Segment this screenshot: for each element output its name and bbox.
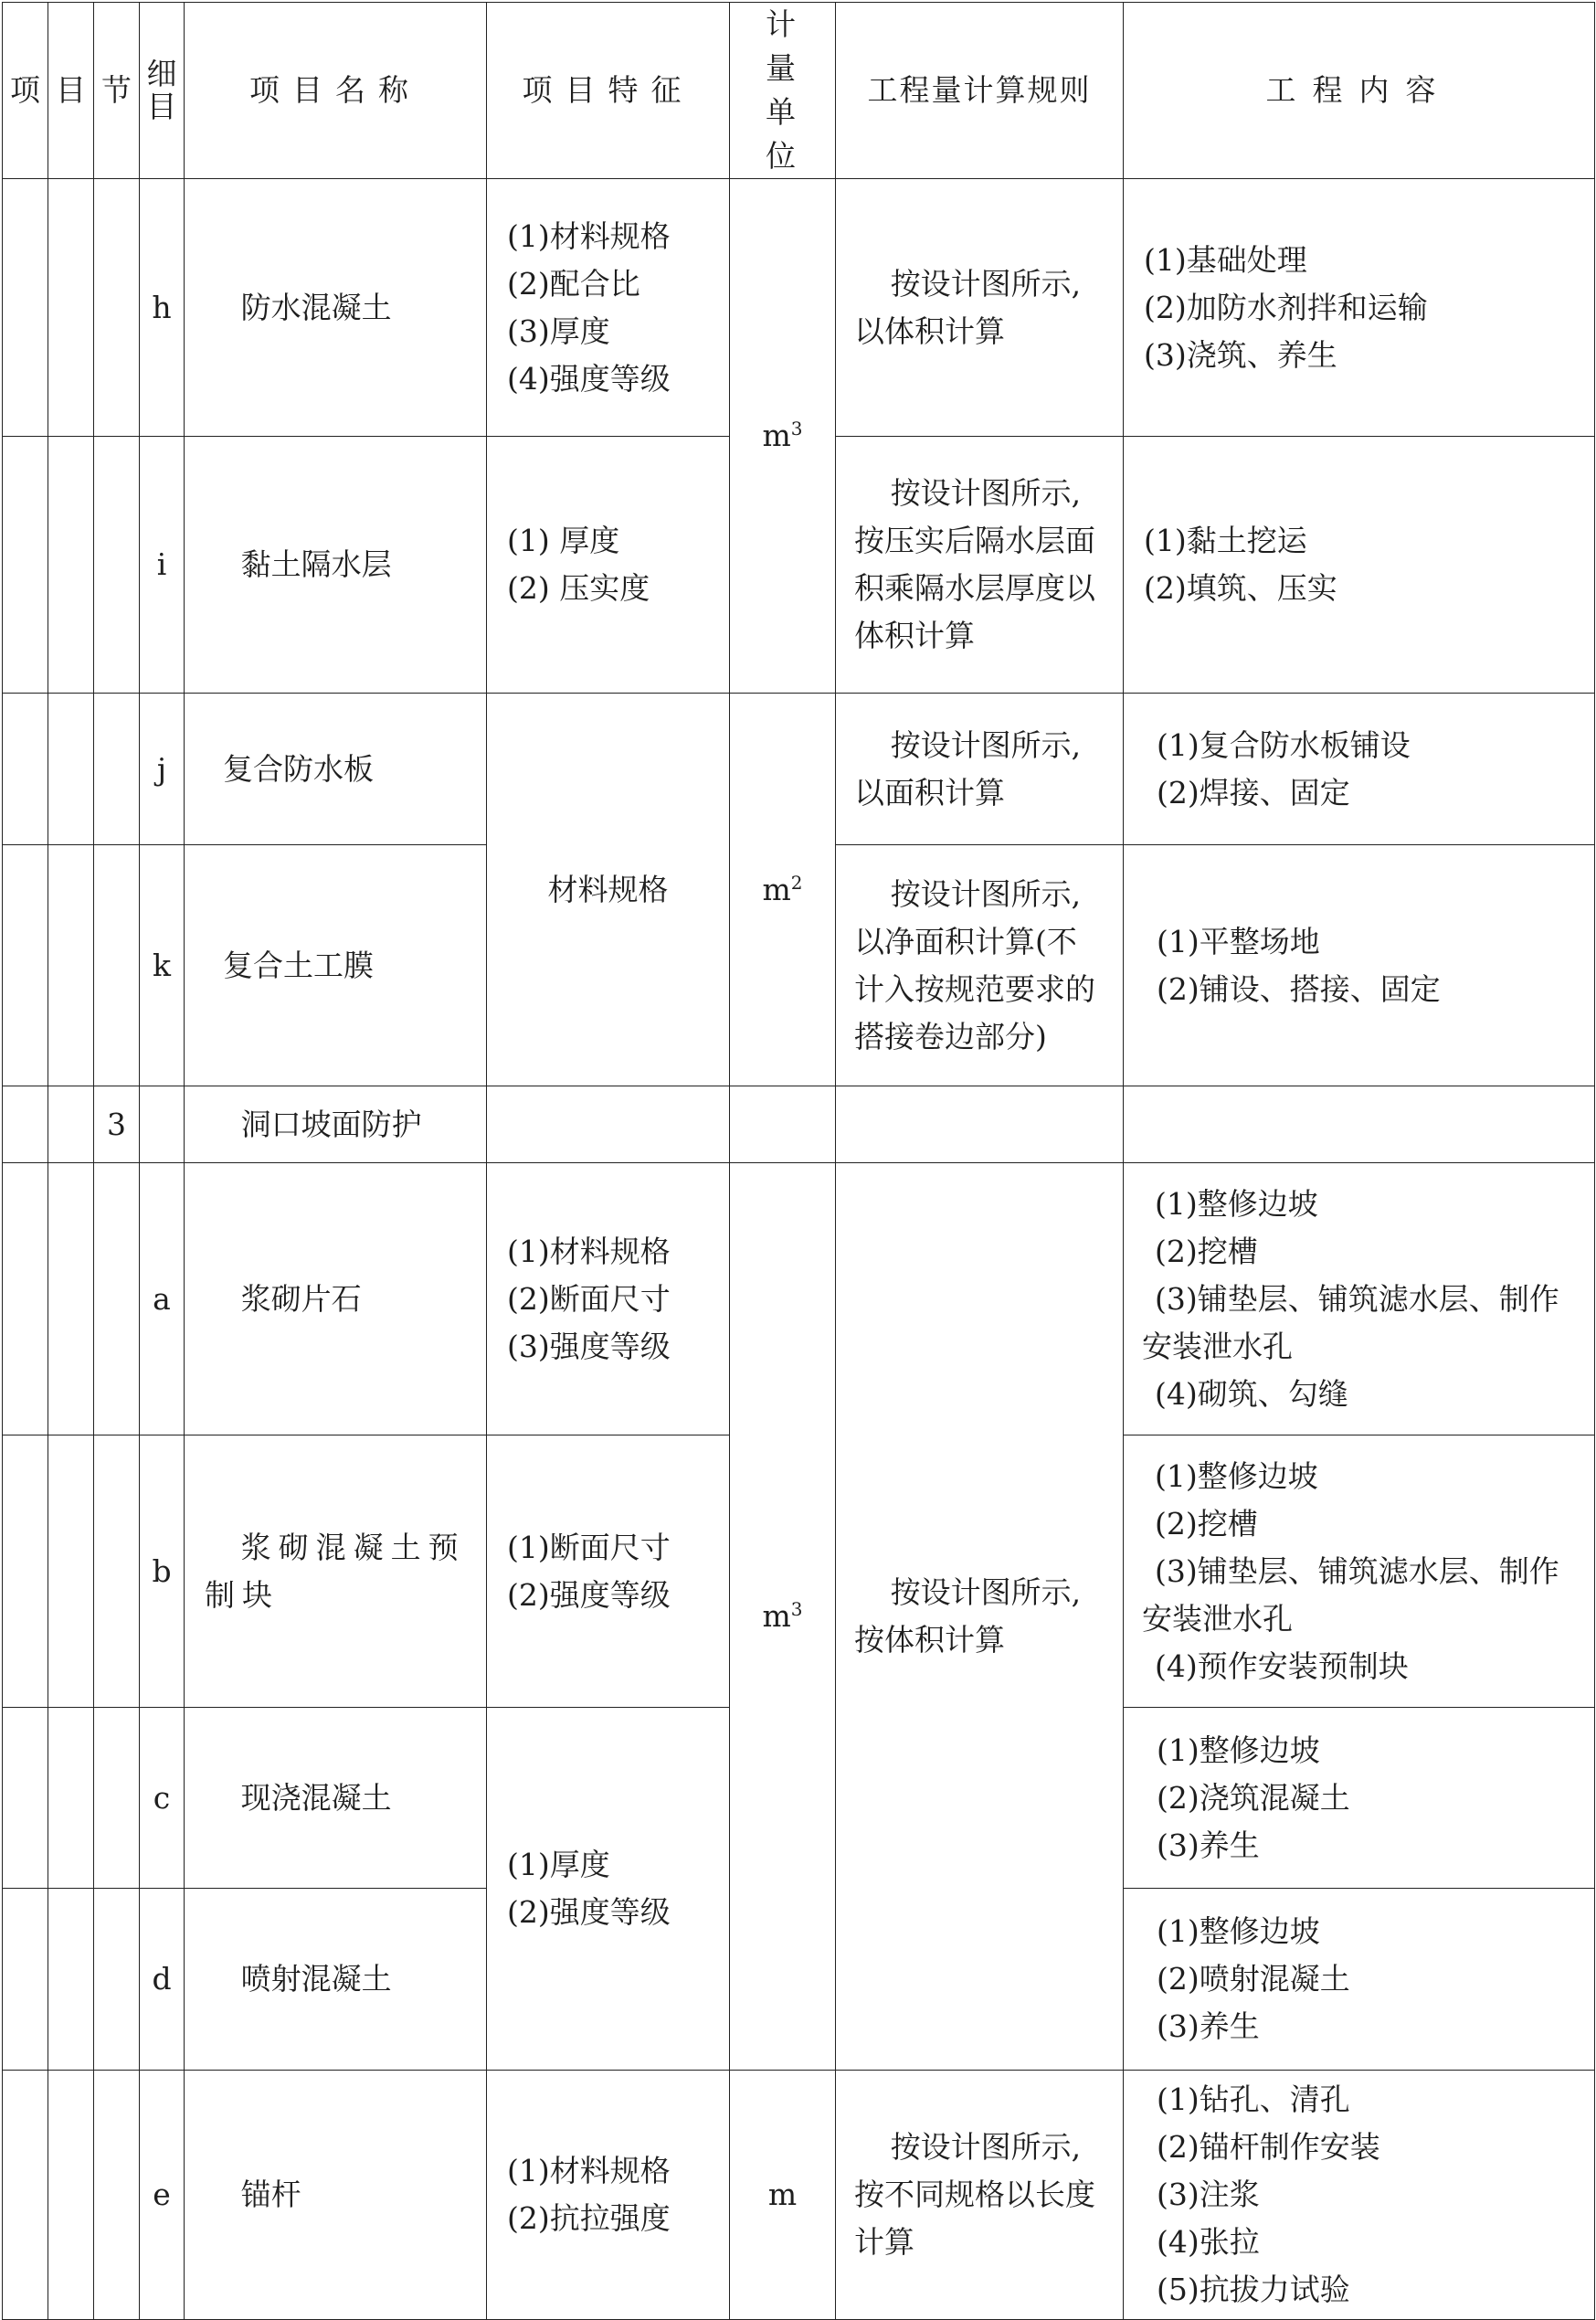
feature-line: (2)抗拉强度 (507, 2200, 671, 2236)
item-name: 喷射混凝土 (240, 1961, 392, 1997)
cell-features (487, 437, 730, 694)
content-line: (2)锚杆制作安装 (1157, 2129, 1380, 2165)
cell-unit (730, 1086, 836, 1163)
cell-ximu: e (140, 2071, 185, 2320)
content-line: (3)注浆 (1157, 2177, 1260, 2212)
cell-jie (94, 437, 140, 694)
header-name: 项目名称 (185, 3, 487, 179)
rule-text: 按设计图所示,以面积计算 (854, 726, 1082, 810)
cell-xiang (3, 1889, 48, 2071)
content-line: (2)加防水剂拌和运输 (1144, 289, 1428, 325)
cell-xiang (3, 437, 48, 694)
cell-content (1124, 1163, 1595, 1435)
content-line: (3)养生 (1157, 2008, 1260, 2044)
bill-of-quantities-table (2, 2, 1595, 2320)
content-line: (2)挖槽 (1155, 1505, 1258, 1541)
feature-line: (3)强度等级 (507, 1328, 671, 1364)
cell-name (185, 437, 487, 694)
rule-text: 按设计图所示,按体积计算 (854, 1574, 1082, 1658)
cell-jie (94, 845, 140, 1086)
cell-unit (730, 179, 836, 694)
cell-features (487, 1435, 730, 1708)
cell-name (185, 1889, 487, 2071)
feature-line: (1)材料规格 (507, 2153, 671, 2188)
cell-mu (48, 437, 94, 694)
cell-jie (94, 1708, 140, 1889)
content-line: (1)平整场地 (1157, 923, 1320, 959)
cell-name (185, 1435, 487, 1708)
cell-features (487, 694, 730, 1086)
cell-name (185, 694, 487, 845)
cell-features (487, 1163, 730, 1435)
cell-rule (836, 2071, 1124, 2320)
content-line: (2)挖槽 (1155, 1233, 1258, 1269)
header-rule: 工程量计算规则 (836, 3, 1124, 179)
header-xiang: 项 (3, 3, 48, 179)
cell-rule (836, 437, 1124, 694)
content-line: (2)铺设、搭接、固定 (1157, 970, 1441, 1007)
feature-line: (2)配合比 (507, 265, 640, 302)
cell-features (487, 1708, 730, 2071)
content-line: (1)黏土挖运 (1144, 523, 1307, 558)
feature-line: 材料规格 (547, 871, 669, 907)
cell-ximu: d (140, 1889, 185, 2071)
cell-content (1124, 1435, 1595, 1708)
content-line: (1)整修边坡 (1157, 1732, 1320, 1768)
item-name: 复合防水板 (223, 750, 374, 787)
table-row (3, 179, 1595, 437)
feature-line: (1)材料规格 (507, 217, 671, 254)
item-name: 浆砌片石 (240, 1280, 362, 1317)
feature-line: (1)厚度 (507, 1847, 610, 1882)
table-row (3, 2071, 1595, 2320)
cell-mu (48, 1708, 94, 1889)
feature-line: (2)强度等级 (507, 1894, 671, 1930)
cell-rule (836, 1163, 1124, 2071)
table-row (3, 1086, 1595, 1163)
content-line: (3)铺垫层、铺筑滤水层、制作安装泄水孔 (1142, 1552, 1559, 1637)
item-name: 浆砌混凝土预制块 (205, 1529, 466, 1613)
table-row (3, 694, 1595, 845)
cell-mu (48, 845, 94, 1086)
header-feature: 项目特征 (487, 3, 730, 179)
feature-line: (3)厚度 (507, 313, 610, 349)
rule-text: 按设计图所示,以净面积计算(不计入按规范要求的搭接卷边部分) (854, 875, 1095, 1054)
cell-rule (836, 845, 1124, 1086)
content-line: (1)整修边坡 (1155, 1457, 1318, 1494)
rule-text: 按设计图所示,按不同规格以长度计算 (854, 2129, 1095, 2260)
header-row (3, 3, 1595, 179)
rule-text: 按设计图所示,按压实后隔水层面积乘隔水层厚度以体积计算 (854, 475, 1095, 653)
cell-ximu: i (140, 437, 185, 694)
cell-xiang (3, 1163, 48, 1435)
cell-content (1124, 179, 1595, 437)
cell-mu (48, 2071, 94, 2320)
cell-xiang (3, 1708, 48, 1889)
feature-line: (1)断面尺寸 (507, 1529, 671, 1565)
content-line: (1)钻孔、清孔 (1157, 2082, 1350, 2117)
unit-m3: $m^3$ (762, 418, 803, 453)
feature-line: (2)强度等级 (507, 1576, 671, 1613)
cell-jie (94, 1163, 140, 1435)
content-line: (2)焊接、固定 (1157, 774, 1350, 810)
cell-unit: m (730, 2071, 836, 2320)
content-line: (4)张拉 (1157, 2224, 1260, 2260)
cell-ximu: k (140, 845, 185, 1086)
cell-xiang (3, 1086, 48, 1163)
content-line: (2)喷射混凝土 (1157, 1961, 1350, 1997)
cell-xiang (3, 694, 48, 845)
rule-text: 按设计图所示,以体积计算 (854, 265, 1082, 349)
cell-xiang (3, 179, 48, 437)
item-name: 防水混凝土 (240, 289, 392, 325)
header-ximu: 细目 (140, 3, 185, 179)
item-name: 黏土隔水层 (240, 546, 392, 582)
cell-name (185, 845, 487, 1086)
cell-name (185, 1086, 487, 1163)
content-line: (1)基础处理 (1144, 241, 1307, 278)
content-line: (2)填筑、压实 (1144, 570, 1337, 606)
cell-rule (836, 1086, 1124, 1163)
cell-features (487, 2071, 730, 2320)
content-line: (1)复合防水板铺设 (1157, 726, 1411, 763)
content-line: (4)预作安装预制块 (1155, 1647, 1409, 1684)
cell-mu (48, 179, 94, 437)
cell-ximu: c (140, 1708, 185, 1889)
item-name: 锚杆 (240, 2177, 301, 2212)
cell-features (487, 1086, 730, 1163)
item-name: 洞口坡面防护 (240, 1106, 422, 1142)
cell-ximu: j (140, 694, 185, 845)
cell-mu (48, 1435, 94, 1708)
cell-xiang (3, 2071, 48, 2320)
unit-m2: $m^2$ (762, 871, 803, 907)
cell-name (185, 1708, 487, 1889)
cell-jie (94, 2071, 140, 2320)
feature-line: (2) 压实度 (507, 570, 650, 606)
cell-name (185, 2071, 487, 2320)
unit-m3: $m^3$ (762, 1598, 803, 1634)
header-jie: 节 (94, 3, 140, 179)
cell-jie (94, 1889, 140, 2071)
table-row (3, 1163, 1595, 1435)
cell-content (1124, 2071, 1595, 2320)
content-line: (5)抗拔力试验 (1157, 2272, 1350, 2307)
feature-line: (4)强度等级 (507, 360, 671, 397)
header-content: 工程内容 (1124, 3, 1595, 179)
content-line: (3)浇筑、养生 (1144, 336, 1337, 373)
cell-jie (94, 1435, 140, 1708)
feature-line: (2)断面尺寸 (507, 1280, 671, 1317)
cell-content (1124, 845, 1595, 1086)
cell-jie (94, 179, 140, 437)
cell-rule (836, 179, 1124, 437)
content-line: (1)整修边坡 (1155, 1185, 1318, 1222)
cell-xiang (3, 1435, 48, 1708)
cell-jie (94, 694, 140, 845)
cell-content (1124, 1708, 1595, 1889)
cell-name (185, 179, 487, 437)
cell-mu (48, 1086, 94, 1163)
cell-xiang (3, 845, 48, 1086)
item-name: 复合土工膜 (223, 947, 374, 983)
cell-ximu (140, 1086, 185, 1163)
cell-name (185, 1163, 487, 1435)
cell-content (1124, 437, 1595, 694)
cell-jie: 3 (94, 1086, 140, 1163)
content-line: (3)养生 (1157, 1827, 1260, 1863)
content-line: (3)铺垫层、铺筑滤水层、制作安装泄水孔 (1142, 1280, 1559, 1364)
feature-line: (1) 厚度 (507, 523, 620, 558)
cell-content (1124, 694, 1595, 845)
cell-content (1124, 1086, 1595, 1163)
cell-mu (48, 1889, 94, 2071)
item-name: 现浇混凝土 (240, 1779, 392, 1816)
cell-ximu: b (140, 1435, 185, 1708)
cell-mu (48, 694, 94, 845)
cell-ximu: a (140, 1163, 185, 1435)
cell-rule (836, 694, 1124, 845)
content-line: (4)砌筑、勾缝 (1155, 1375, 1348, 1412)
feature-line: (1)材料规格 (507, 1233, 671, 1269)
cell-unit (730, 1163, 836, 2071)
content-line: (2)浇筑混凝土 (1157, 1779, 1350, 1816)
cell-unit (730, 694, 836, 1086)
cell-features (487, 179, 730, 437)
cell-content (1124, 1889, 1595, 2071)
header-mu: 目 (48, 3, 94, 179)
content-line: (1)整修边坡 (1157, 1913, 1320, 1949)
cell-mu (48, 1163, 94, 1435)
header-unit: 计量单位 (730, 3, 836, 179)
cell-ximu: h (140, 179, 185, 437)
